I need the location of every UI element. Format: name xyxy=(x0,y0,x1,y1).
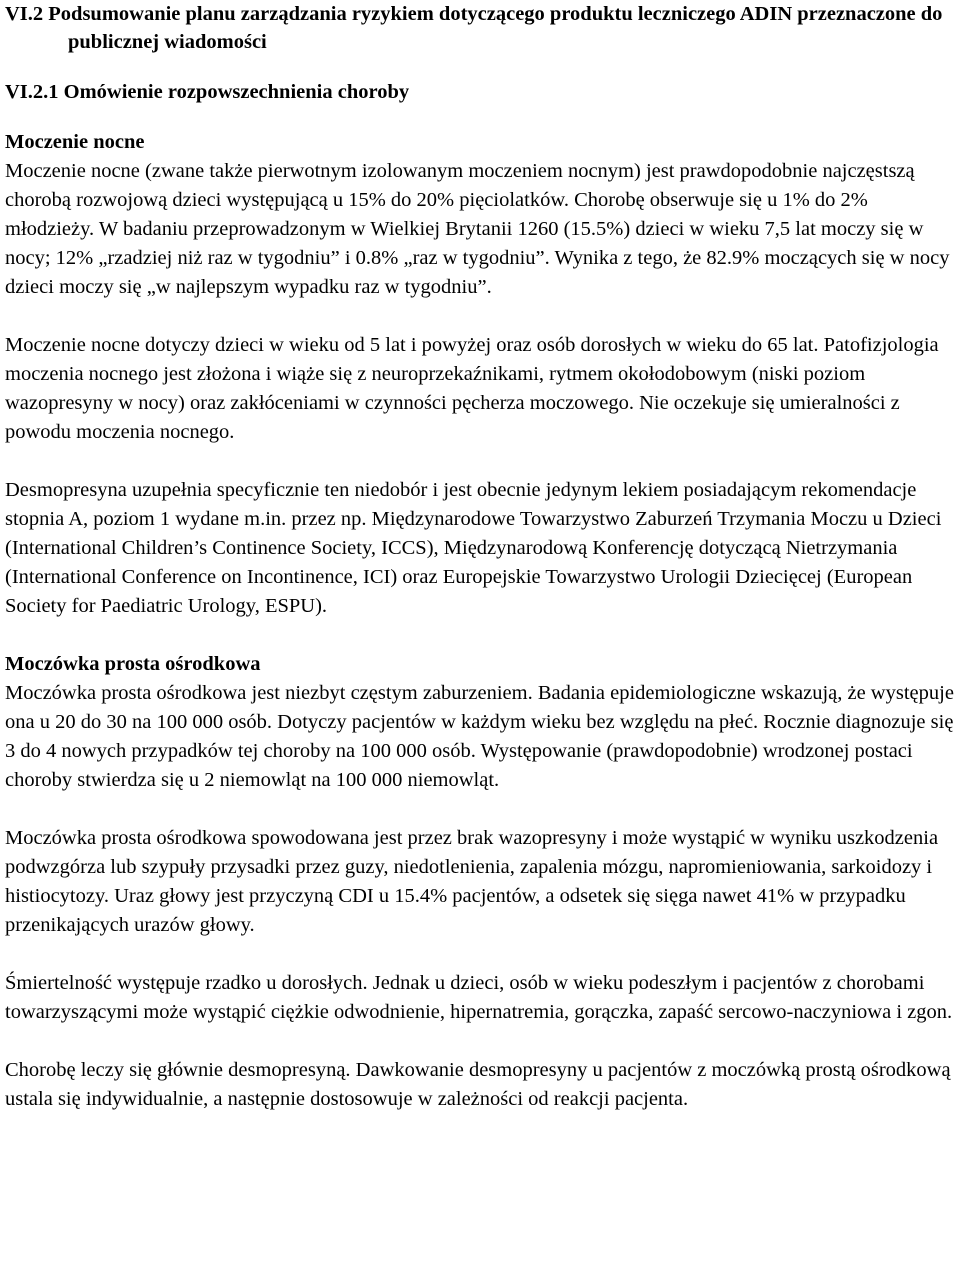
enuresis-heading: Moczenie nocne xyxy=(5,131,145,153)
diabetes-insipidus-heading: Moczówka prosta ośrodkowa xyxy=(5,653,261,675)
section-title: VI.2 Podsumowanie planu zarządzania ryzykiem dotyczącego produktu leczniczego ADIN przeznaczone do publicznej wiadomości xyxy=(5,3,943,53)
enuresis-paragraph-3: Desmopresyna uzupełnia specyficznie ten niedobór i jest obecnie jedynym lekiem posiadającym rekomendacje stopnia A, poziom 1 wydane m.in. przez np. Międzynarodowe Towarzystwo Zaburzeń Trzymania Moczu u Dzieci (International Children’s Continence Society, ICCS), Międzynarodową Konferencję dotyczącą Nietrzymania (International Conference on Incontinence, ICI) oraz Europejskie Towarzystwo Urologii Dziecięcej (European Society for Paediatric Urology, ESPU). xyxy=(5,479,942,617)
subsection-title: VI.2.1 Omówienie rozpowszechnienia choroby xyxy=(5,81,410,103)
enuresis-paragraph-1: Moczenie nocne (zwane także pierwotnym izolowanym moczeniem nocnym) jest prawdopodobnie najczęstszą chorobą rozwojową dzieci występującą u 15% do 20% pięciolatków. Chorobę obserwuje się u 1% do 2% młodzieży. W badaniu przeprowadzonym w Wielkiej Brytanii 1260 (15.5%) dzieci w wieku 7,5 lat moczy się w nocy; 12% „rzadziej niż raz w tygodniu” i 0.8% „raz w tygodniu”. Wynika z tego, że 82.9% moczących się w nocy dzieci moczy się „w najlepszym wypadku raz w tygodniu”. xyxy=(5,160,950,298)
diabetes-insipidus-paragraph-4: Chorobę leczy się głównie desmopresyną. Dawkowanie desmopresyny u pacjentów z moczówką prostą ośrodkową ustala się indywidualnie, a następnie dostosowuje w zależności od reakcji pacjenta. xyxy=(5,1059,951,1110)
diabetes-insipidus-paragraph-2: Moczówka prosta ośrodkowa spowodowana jest przez brak wazopresyny i może wystąpić w wyniku uszkodzenia podwzgórza lub szypuły przysadki przez guzy, niedotlenienia, zapalenia mózgu, napromieniowania, sarkoidozy i histiocytozy. Uraz głowy jest przyczyną CDI u 15.4% pacjentów, a odsetek się sięga nawet 41% w przypadku przenikających urazów głowy. xyxy=(5,827,939,936)
enuresis-paragraph-2: Moczenie nocne dotyczy dzieci w wieku od 5 lat i powyżej oraz osób dorosłych w wieku do 65 lat. Patofizjologia moczenia nocnego jest złożona i wiąże się z neuroprzekaźnikami, rytmem okołodobowym (niski poziom wazopresyny w nocy) oraz zakłóceniami w czynności pęcherza moczowego. Nie oczekuje się umieralności z powodu moczenia nocnego. xyxy=(5,334,939,443)
document-page xyxy=(5,0,955,1114)
diabetes-insipidus-paragraph-3: Śmiertelność występuje rzadko u dorosłych. Jednak u dzieci, osób w wieku podeszłym i pacjentów z chorobami towarzyszącymi może wystąpić ciężkie odwodnienie, hipernatremia, gorączka, zapaść sercowo-naczyniowa i zgon. xyxy=(5,972,953,1023)
diabetes-insipidus-paragraph-1: Moczówka prosta ośrodkowa jest niezbyt częstym zaburzeniem. Badania epidemiologiczne wskazują, że występuje ona u 20 do 30 na 100 000 osób. Dotyczy pacjentów w każdym wieku bez względu na płeć. Rocznie diagnozuje się 3 do 4 nowych przypadków tej choroby na 100 000 osób. Występowanie (prawdopodobnie) wrodzonej postaci choroby stwierdza się u 2 niemowląt na 100 000 niemowląt. xyxy=(5,682,954,791)
